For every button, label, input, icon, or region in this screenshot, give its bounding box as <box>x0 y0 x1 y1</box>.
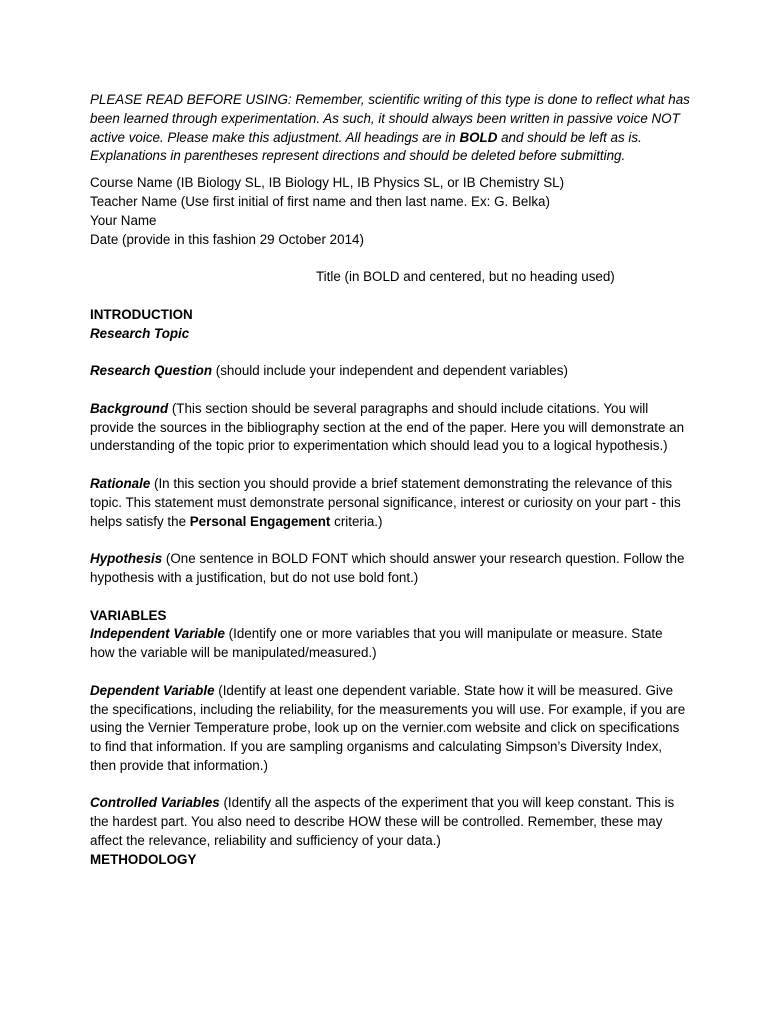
notice-bold-word: BOLD <box>459 129 498 145</box>
introduction-heading: INTRODUCTION <box>90 306 193 322</box>
research-topic-heading: Research Topic <box>90 325 190 341</box>
controlled-variables-paragraph <box>90 794 690 850</box>
course-name-line: Course Name (IB Biology SL, IB Biology HL, IB Physics SL, or IB Chemistry SL) <box>90 175 565 191</box>
dependent-variable-text: (Identify at least one dependent variable. State how it will be measured. Give the specifications, including the reliability, for the measurements you will use. For example, if you are using the Vernier Temperature probe, look up on the vernier.com website and click on specifications to find that information. If you are sampling organisms and calculating Simpson’s Diversity Index, then provide that information.) <box>90 682 686 773</box>
independent-variable-label: Independent Variable <box>90 626 225 642</box>
notice-text-2: and should be left as is. Explanations in parentheses represent directions and should be deleted before submitting. <box>90 129 642 164</box>
background-label: Background <box>90 400 169 416</box>
hypothesis-text: (One sentence in BOLD FONT which should answer your research question. Follow the hypothesis with a justification, but do not use bold font.) <box>90 551 685 585</box>
rationale-paragraph <box>90 475 690 531</box>
controlled-variables-text: (Identify all the aspects of the experiment that you will keep constant. This is the hardest part. You also need to describe HOW these will be controlled. Remember, these may affect the relevance, reliability and sufficiency of your data.) <box>90 795 675 849</box>
your-name-line: Your Name <box>90 212 157 228</box>
research-question-paragraph <box>90 362 690 381</box>
dependent-variable-paragraph <box>90 682 690 776</box>
background-paragraph <box>90 400 690 456</box>
instructions-notice <box>90 91 690 166</box>
document-body <box>90 91 690 870</box>
rationale-text-1: (In this section you should provide a brief statement demonstrating the relevance of this topic. This statement must demonstrate personal significance, interest or curiosity on your part - this helps satisfy the <box>90 475 681 529</box>
rationale-text-2: criteria.) <box>330 513 383 529</box>
independent-variable-paragraph <box>90 625 690 663</box>
methodology-heading: METHODOLOGY <box>90 851 197 867</box>
variables-heading: VARIABLES <box>90 607 167 623</box>
research-question-label: Research Question <box>90 363 213 379</box>
controlled-variables-label: Controlled Variables <box>90 795 220 811</box>
hypothesis-label: Hypothesis <box>90 551 163 567</box>
rationale-label: Rationale <box>90 475 151 491</box>
notice-text-1: PLEASE READ BEFORE USING: Remember, scientific writing of this type is done to reflect what has been learned through experimentation. As such, it should always been written in passive voice NOT active voice. Please make this adjustment. All headings are in <box>90 92 690 145</box>
research-question-text: (should include your independent and dependent variables) <box>212 363 568 379</box>
dependent-variable-label: Dependent Variable <box>90 682 215 698</box>
title-placeholder: Title (in BOLD and centered, but no heading used) <box>316 269 615 285</box>
date-line: Date (provide in this fashion 29 October 2014) <box>90 231 364 247</box>
teacher-name-line: Teacher Name (Use first initial of first name and then last name. Ex: G. Belka) <box>90 193 550 209</box>
background-text: (This section should be several paragraphs and should include citations. You will provide the sources in the bibliography section at the end of the paper. Here you will demonstrate an understanding of the topic prior to experimentation which should lead you to a logical hypothesis.) <box>90 400 685 454</box>
independent-variable-text: (Identify one or more variables that you will manipulate or measure. State how the variable will be manipulated/measured.) <box>90 626 663 661</box>
hypothesis-paragraph <box>90 550 690 588</box>
personal-engagement-term: Personal Engagement <box>189 513 331 529</box>
